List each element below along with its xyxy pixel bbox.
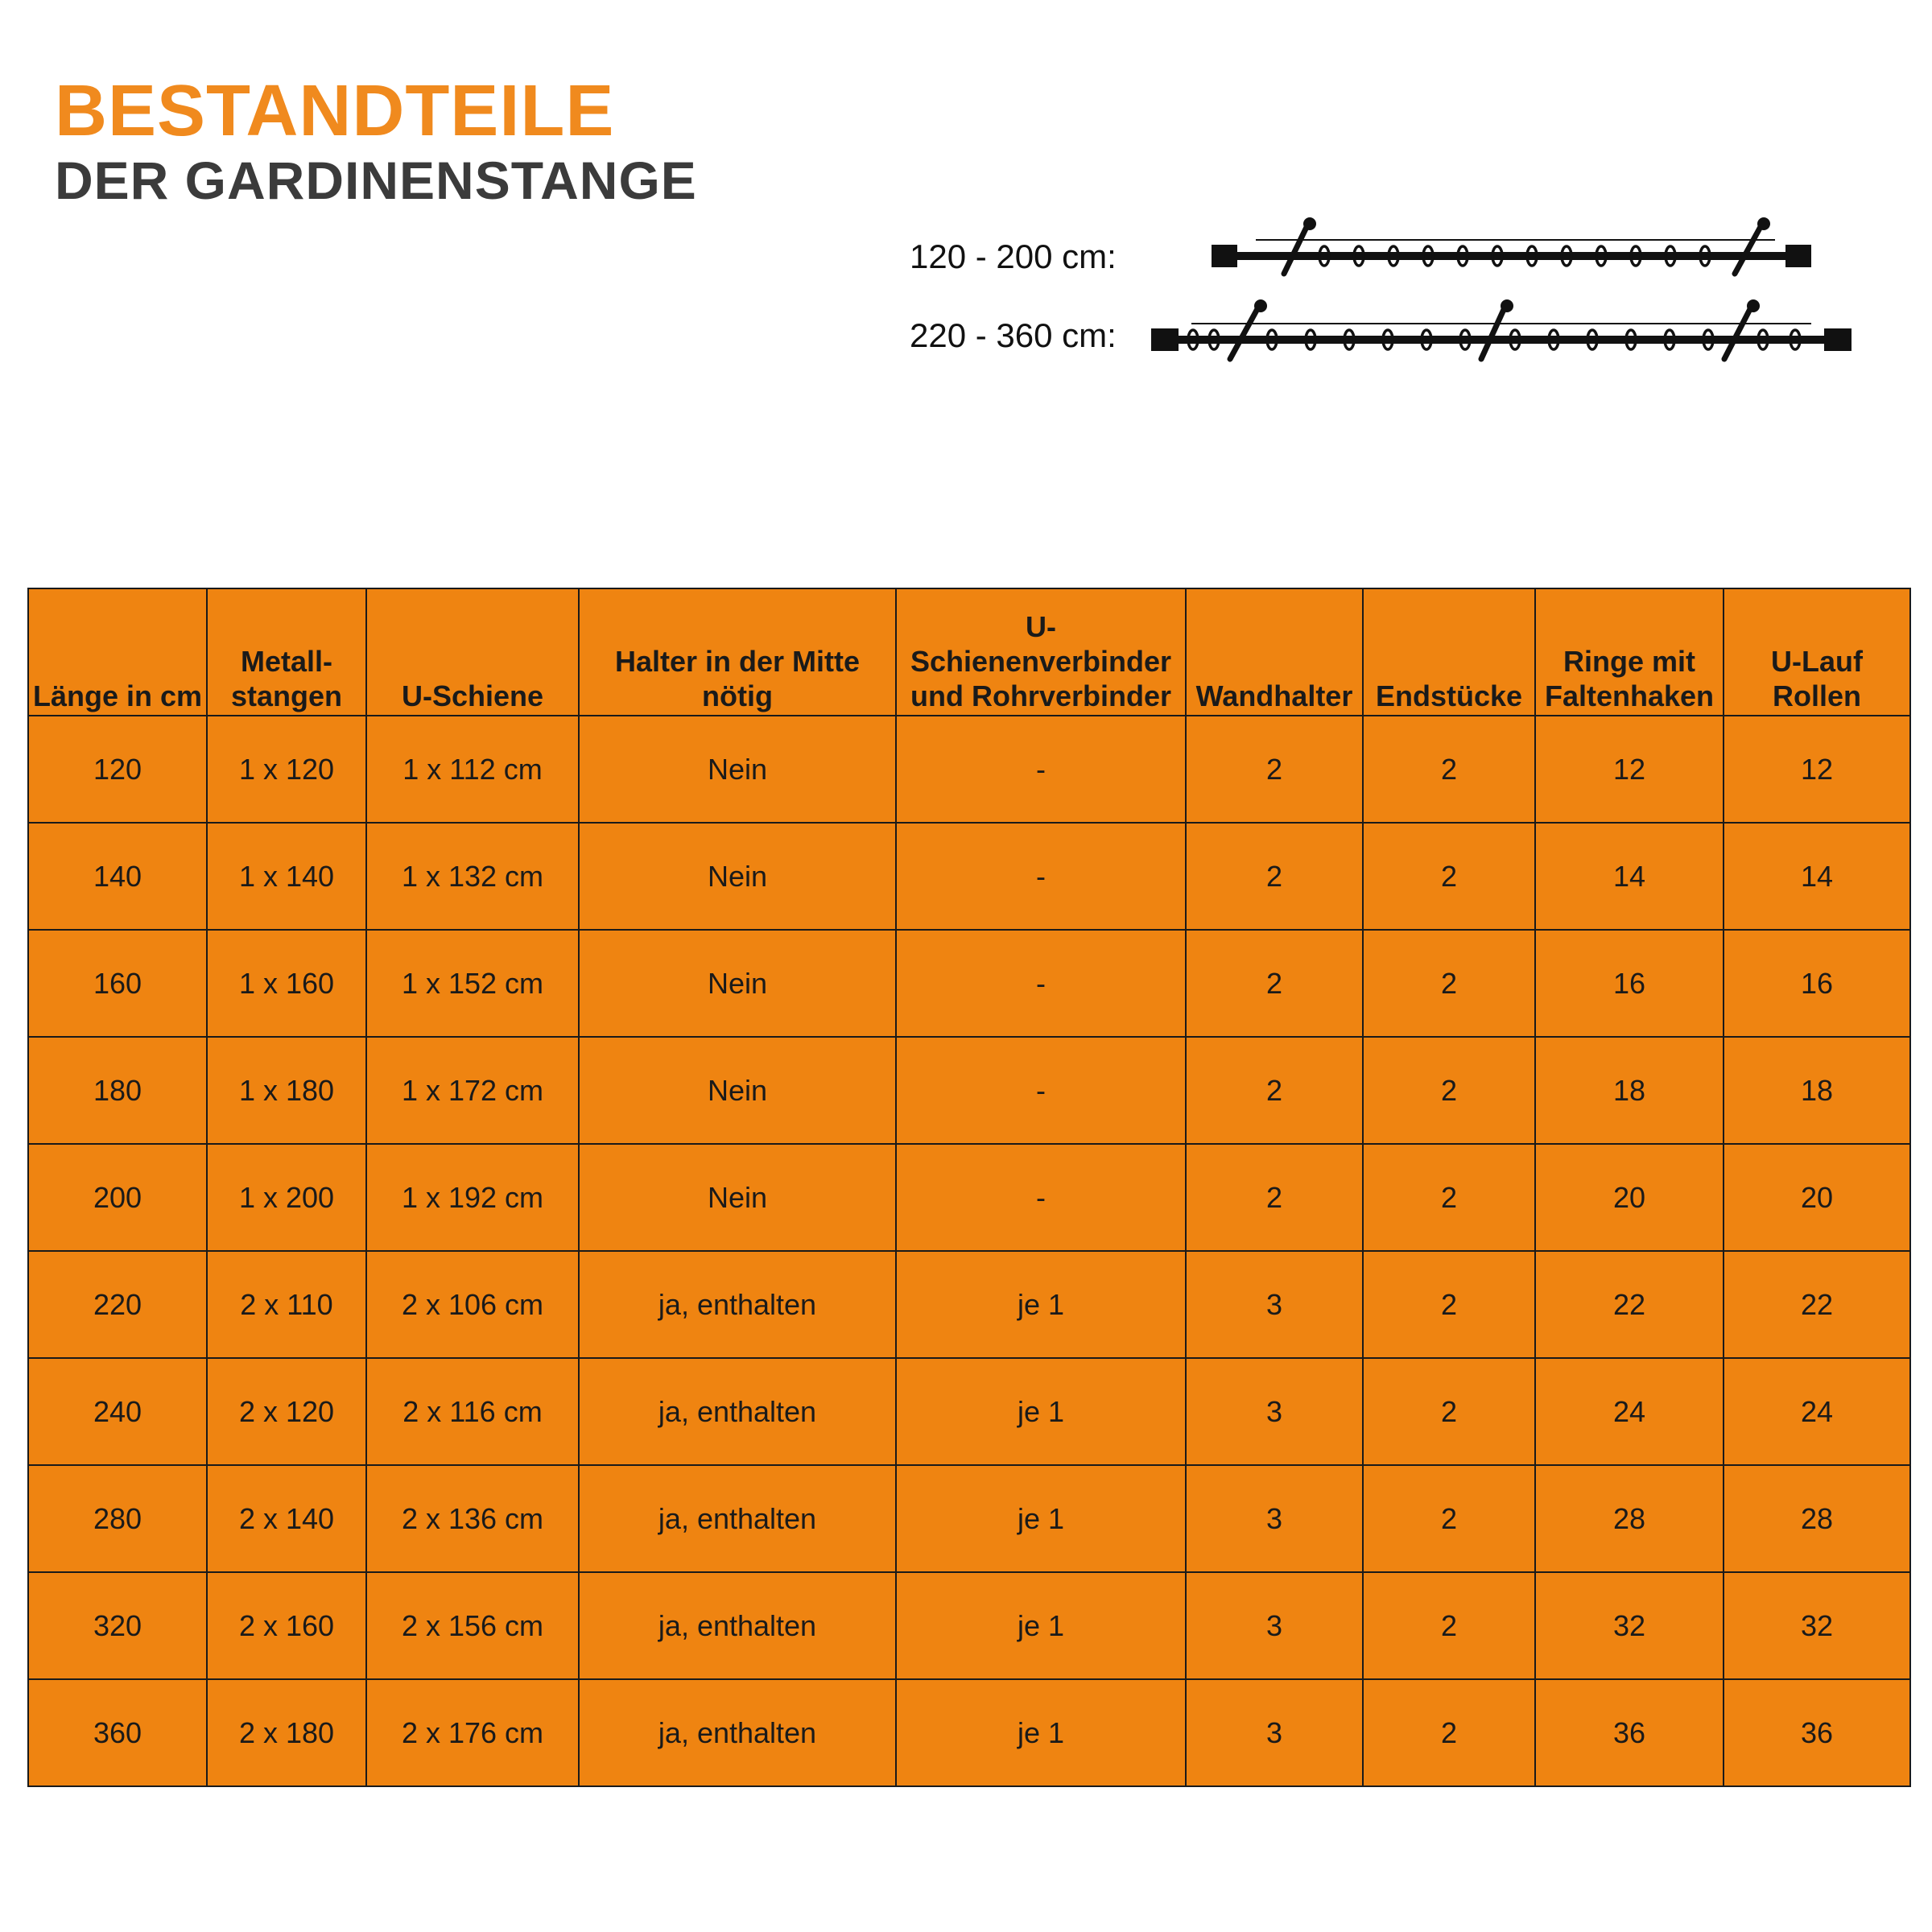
table-cell: 18	[1535, 1037, 1724, 1144]
table-cell: 36	[1724, 1679, 1910, 1786]
wall-bracket-right	[1735, 217, 1770, 274]
short-rod-label: 120 - 200 cm:	[910, 237, 1117, 275]
table-cell: 240	[28, 1358, 207, 1465]
column-header: U-Schiene	[366, 588, 579, 716]
table-cell: 2	[1363, 1251, 1535, 1358]
table-cell: 320	[28, 1572, 207, 1679]
finial-left	[1212, 245, 1237, 267]
table-cell: 2	[1363, 823, 1535, 930]
table-cell: 2	[1363, 1144, 1535, 1251]
table-header-row	[28, 588, 1910, 716]
table-cell: ja, enthalten	[579, 1358, 896, 1465]
table-cell: ja, enthalten	[579, 1251, 896, 1358]
table-cell: 2 x 106 cm	[366, 1251, 579, 1358]
table-cell: 2 x 120	[207, 1358, 366, 1465]
table-cell: 3	[1186, 1572, 1363, 1679]
column-header: Metall-stangen	[207, 588, 366, 716]
table-cell: ja, enthalten	[579, 1465, 896, 1572]
table-cell: 200	[28, 1144, 207, 1251]
table-cell: 1 x 112 cm	[366, 716, 579, 823]
table-cell: 2 x 176 cm	[366, 1679, 579, 1786]
page-subtitle: DER GARDINENSTANGE	[55, 151, 697, 210]
table-cell: 14	[1724, 823, 1910, 930]
short-rod-illustration	[1212, 216, 1811, 280]
table-row	[28, 823, 1910, 930]
long-rod-illustration	[1151, 296, 1852, 365]
table-cell: 2	[1363, 1572, 1535, 1679]
column-header: Endstücke	[1363, 588, 1535, 716]
table-cell: 24	[1724, 1358, 1910, 1465]
table-cell: 2	[1363, 1358, 1535, 1465]
table-cell: 180	[28, 1037, 207, 1144]
column-header: Ringe mit Faltenhaken	[1535, 588, 1724, 716]
table-cell: 2 x 110	[207, 1251, 366, 1358]
table-cell: 3	[1186, 1465, 1363, 1572]
table-cell: 14	[1535, 823, 1724, 930]
long-rod-label: 220 - 360 cm:	[910, 316, 1117, 354]
table-cell: 1 x 132 cm	[366, 823, 579, 930]
finial-left	[1151, 328, 1179, 351]
table-cell: -	[896, 716, 1186, 823]
table-cell: 1 x 160	[207, 930, 366, 1037]
table-cell: 22	[1724, 1251, 1910, 1358]
table-cell: 140	[28, 823, 207, 930]
table-cell: 2	[1363, 1679, 1535, 1786]
table-cell: 24	[1535, 1358, 1724, 1465]
table-cell: 1 x 180	[207, 1037, 366, 1144]
table-cell: Nein	[579, 823, 896, 930]
table-cell: je 1	[896, 1679, 1186, 1786]
table-cell: 12	[1724, 716, 1910, 823]
table-cell: 2 x 136 cm	[366, 1465, 579, 1572]
table-cell: Nein	[579, 1037, 896, 1144]
column-header: Halter in der Mitte nötig	[579, 588, 896, 716]
table-cell: 2	[1363, 1465, 1535, 1572]
table-cell: -	[896, 1037, 1186, 1144]
table-cell: 12	[1535, 716, 1724, 823]
components-table	[27, 588, 1911, 1787]
table-cell: 20	[1724, 1144, 1910, 1251]
table-cell: Nein	[579, 1144, 896, 1251]
table-cell: 16	[1724, 930, 1910, 1037]
table-cell: 18	[1724, 1037, 1910, 1144]
table-row	[28, 1144, 1910, 1251]
wall-bracket-right	[1724, 299, 1760, 359]
table-cell: 280	[28, 1465, 207, 1572]
table-cell: je 1	[896, 1465, 1186, 1572]
table-row	[28, 1465, 1910, 1572]
table-cell: 2 x 116 cm	[366, 1358, 579, 1465]
wall-bracket-left	[1284, 217, 1316, 274]
table-cell: 2	[1363, 1037, 1535, 1144]
table-cell: 2	[1363, 716, 1535, 823]
table-cell: ja, enthalten	[579, 1572, 896, 1679]
table-cell: 2	[1186, 1037, 1363, 1144]
table-cell: 28	[1535, 1465, 1724, 1572]
table-cell: -	[896, 1144, 1186, 1251]
main-rod	[1224, 252, 1803, 260]
table-cell: je 1	[896, 1251, 1186, 1358]
table-cell: -	[896, 930, 1186, 1037]
table-row	[28, 930, 1910, 1037]
table-cell: 28	[1724, 1465, 1910, 1572]
table-cell: ja, enthalten	[579, 1679, 896, 1786]
table-cell: 1 x 140	[207, 823, 366, 930]
table-cell: 32	[1724, 1572, 1910, 1679]
table-cell: Nein	[579, 930, 896, 1037]
table-cell: 360	[28, 1679, 207, 1786]
page-title: BESTANDTEILE	[55, 71, 615, 151]
table-cell: 3	[1186, 1679, 1363, 1786]
table-cell: 1 x 192 cm	[366, 1144, 579, 1251]
table-row	[28, 1679, 1910, 1786]
table-row	[28, 716, 1910, 823]
table-cell: 220	[28, 1251, 207, 1358]
table-cell: 16	[1535, 930, 1724, 1037]
table-cell: 3	[1186, 1251, 1363, 1358]
table-cell: je 1	[896, 1358, 1186, 1465]
table-row	[28, 1358, 1910, 1465]
table-cell: 2 x 180	[207, 1679, 366, 1786]
table-cell: 2 x 140	[207, 1465, 366, 1572]
wall-bracket-left	[1230, 299, 1267, 359]
column-header: Wandhalter	[1186, 588, 1363, 716]
table-cell: je 1	[896, 1572, 1186, 1679]
finial-right	[1785, 245, 1811, 267]
table-cell: 1 x 172 cm	[366, 1037, 579, 1144]
table-row	[28, 1037, 1910, 1144]
table-cell: 32	[1535, 1572, 1724, 1679]
table-row	[28, 1572, 1910, 1679]
table-cell: -	[896, 823, 1186, 930]
table-cell: 36	[1535, 1679, 1724, 1786]
table-cell: 1 x 152 cm	[366, 930, 579, 1037]
table-cell: 2	[1363, 930, 1535, 1037]
column-header: Länge in cm	[28, 588, 207, 716]
table-cell: 2	[1186, 1144, 1363, 1251]
table-cell: 2	[1186, 716, 1363, 823]
table-cell: 120	[28, 716, 207, 823]
table-cell: 3	[1186, 1358, 1363, 1465]
table-cell: 2	[1186, 823, 1363, 930]
table-cell: 160	[28, 930, 207, 1037]
table-row	[28, 1251, 1910, 1358]
wall-bracket-center	[1481, 299, 1513, 359]
table-cell: Nein	[579, 716, 896, 823]
table-cell: 20	[1535, 1144, 1724, 1251]
table-cell: 22	[1535, 1251, 1724, 1358]
column-header: U-Lauf Rollen	[1724, 588, 1910, 716]
table-cell: 1 x 120	[207, 716, 366, 823]
table-cell: 2	[1186, 930, 1363, 1037]
table-cell: 1 x 200	[207, 1144, 366, 1251]
finial-right	[1824, 328, 1852, 351]
table-cell: 2 x 156 cm	[366, 1572, 579, 1679]
table-cell: 2 x 160	[207, 1572, 366, 1679]
column-header: U-Schienenverbinder und Rohrverbinder	[896, 588, 1186, 716]
